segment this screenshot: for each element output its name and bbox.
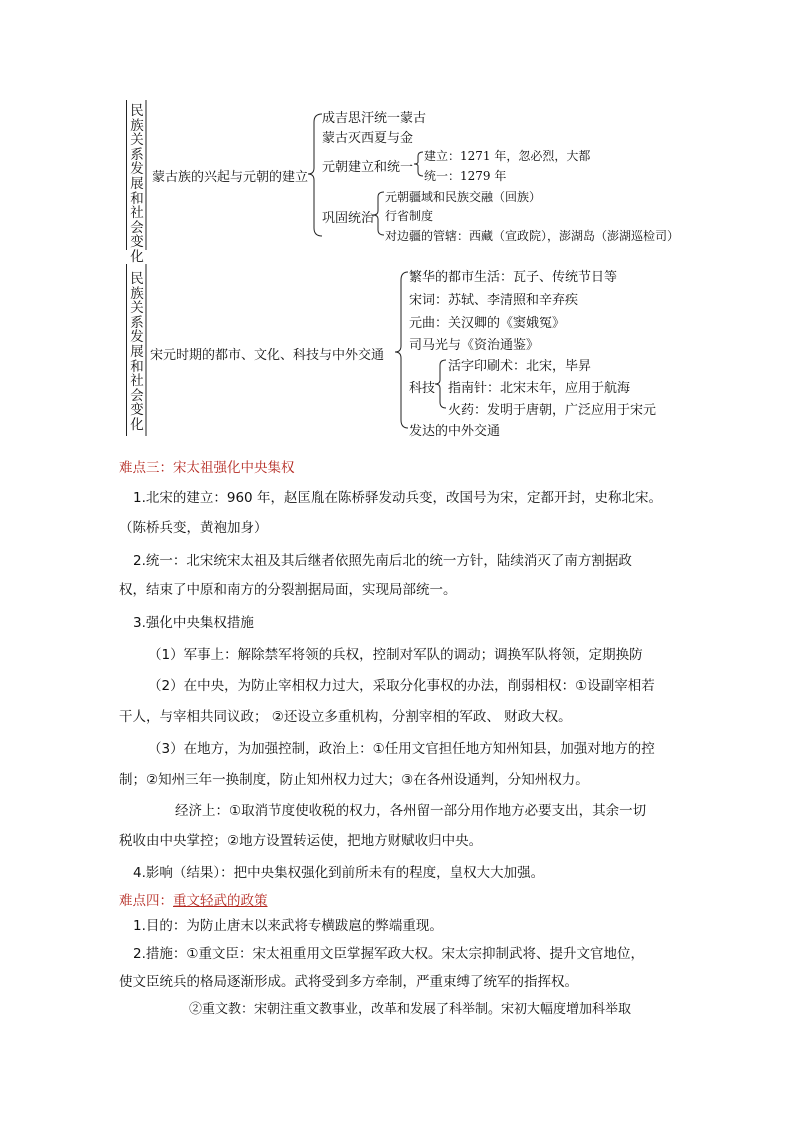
measure-economic-2: 税收由中央掌控；②地方设置转运使，把地方财赋收归中央。 [119,833,483,849]
diagram2-side-title: 民族关系发展和社会变化 [130,271,144,433]
diagram2-root: 宋元时期的都市、文化、科技与中外交通 [150,348,385,363]
measure-central-2: 干人，与宰相共同议政； ②还设立多重机构，分割宰相的军政、 财政大权。 [119,709,572,725]
node-tech-compass: 指南针：北宋末年，应用于航海 [448,381,631,396]
paragraph-unification-2: 权，结束了中原和南方的分裂割据局面，实现局部统一。 [119,582,457,598]
measure-military: （1）军事上：解除禁军将领的兵权，控制对军队的调动；调换军队将领，定期换防 [148,647,643,663]
node-foreign-traffic: 发达的中外交通 [409,424,501,439]
paragraph-measures-2: 使文臣统兵的格局逐渐形成。武将受到多方牵制，严重束缚了统军的指挥权。 [119,974,578,990]
paragraph-purpose: 1.目的：为防止唐末以来武将专横跋扈的弊端重现。 [133,918,443,934]
paragraph-song-founding: 1.北宋的建立：960 年，赵匡胤在陈桥驿发动兵变，改国号为宋，定都开封，史称北宋。 [133,490,662,506]
node-city-life: 繁华的都市生活：瓦子、传统节日等 [409,270,618,285]
measure-local-1: （3）在地方，为加强控制，政治上：①任用文官担任地方知州知县，加强对地方的控 [148,741,655,757]
node-cons-border: 对边疆的管辖：西藏（宣政院），澎湖岛（澎湖巡检司） [385,229,680,243]
section4-heading-title: 重文轻武的政策 [173,893,268,909]
measure-economic-1: 经济上：①取消节度使收税的权力，各州留一部分用作地方必要支出，其余一切 [175,803,647,819]
node-yuan-qu: 元曲：关汉卿的《窦娥冤》 [409,316,566,331]
node-cons-territory: 元朝疆域和民族交融（回族） [385,190,542,204]
paragraph-measures-title: 3.强化中央集权措施 [133,615,254,631]
node-consolidate: 巩固统治 [322,211,375,226]
node-sima-guang: 司马光与《资治通鉴》 [409,338,540,353]
node-tech-printing: 活字印刷术：北宋，毕昇 [448,359,592,374]
measure-central-1: （2）在中央，为防止宰相权力过大，采取分化事权的办法，削弱相权：①设副宰相若 [148,678,655,694]
paragraph-song-founding-note: （陈桥兵变，黄袍加身） [119,520,268,536]
node-yuan-unified: 统一：1279 年 [424,169,507,183]
diagram1-side-title: 民族关系发展和社会变化 [130,103,144,265]
paragraph-measures-1: 2.措施：①重文臣：宋太祖重用文臣掌握军政大权。宋太宗抑制武将、提升文官地位， [133,946,644,962]
paragraph-unification-1: 2.统一：北宋统宋太祖及其后继者依照先南后北的统一方针，陆续消灭了南方割据政 [133,553,632,569]
section4-heading-prefix: 难点四： [119,893,173,909]
node-mongol-conquest: 蒙古灭西夏与金 [322,131,414,146]
measure-local-2: 制；②知州三年一换制度，防止知州权力过大；③在各州设通判，分知州权力。 [119,772,589,788]
node-technology: 科技 [409,381,436,396]
section3-heading: 难点三：宋太祖强化中央集权 [119,460,295,476]
diagram1-root: 蒙古族的兴起与元朝的建立 [152,170,309,185]
paragraph-education: ②重文教：宋朝注重文教事业，改革和发展了科举制。宋初大幅度增加科举取 [189,1002,632,1017]
node-song-ci: 宋词：苏轼、李清照和辛弃疾 [409,293,579,308]
node-tech-gunpowder: 火药：发明于唐朝，广泛应用于宋元 [448,403,657,418]
paragraph-impact: 4.影响（结果）：把中央集权强化到前所未有的程度，皇权大大加强。 [133,865,545,881]
node-yuan-founding: 元朝建立和统一 [322,160,414,175]
node-cons-province: 行省制度 [385,209,434,223]
node-yuan-established: 建立：1271 年，忽必烈，大都 [424,149,591,163]
node-genghis: 成吉思汗统一蒙古 [322,111,427,126]
section4-heading [119,889,268,909]
